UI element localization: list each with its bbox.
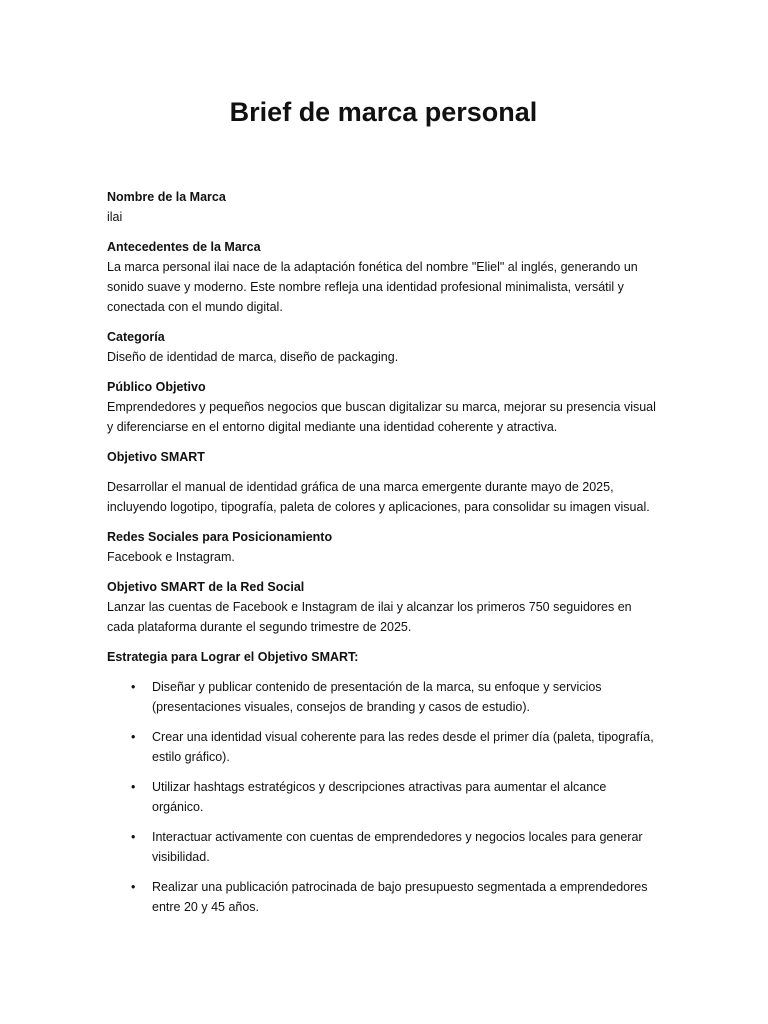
- list-item: [107, 877, 660, 917]
- list-item-text: Diseñar y publicar contenido de presentación de la marca, su enfoque y servicios (presentaciones visuales, consejos de branding y casos de estudio).: [152, 680, 602, 714]
- list-item-text: Realizar una publicación patrocinada de bajo presupuesto segmentada a emprendedores entre 20 y 45 años.: [152, 880, 648, 914]
- section-body: Facebook e Instagram.: [107, 550, 235, 564]
- section-heading: Antecedentes de la Marca: [107, 240, 261, 254]
- section-brand-name: [107, 187, 660, 227]
- section-heading: Objetivo SMART de la Red Social: [107, 580, 305, 594]
- section-heading: Nombre de la Marca: [107, 190, 226, 204]
- bullet-icon: •: [131, 880, 136, 894]
- bullet-icon: •: [131, 780, 136, 794]
- section-heading: Público Objetivo: [107, 380, 206, 394]
- strategy-list: [107, 677, 660, 917]
- bullet-icon: •: [131, 730, 136, 744]
- section-body: Lanzar las cuentas de Facebook e Instagram de ilai y alcanzar los primeros 750 seguidores en cada plataforma durante el segundo trimestre de 2025.: [107, 600, 632, 634]
- list-item-text: Utilizar hashtags estratégicos y descripciones atractivas para aumentar el alcance orgánico.: [152, 780, 607, 814]
- section-social-networks: [107, 527, 660, 567]
- list-item: [107, 677, 660, 717]
- list-item-text: Crear una identidad visual coherente para las redes desde el primer día (paleta, tipografía, estilo gráfico).: [152, 730, 654, 764]
- section-body: Diseño de identidad de marca, diseño de packaging.: [107, 350, 399, 364]
- section-brand-background: [107, 237, 660, 317]
- section-heading: Estrategia para Lograr el Objetivo SMART:: [107, 650, 359, 664]
- section-category: [107, 327, 660, 367]
- section-heading: Objetivo SMART: [107, 450, 205, 464]
- list-item: [107, 727, 660, 767]
- section-social-smart-objective: [107, 577, 660, 637]
- section-body: Desarrollar el manual de identidad gráfica de una marca emergente durante mayo de 2025, incluyendo logotipo, tipografía, paleta de colores y aplicaciones, para consolidar su imagen visual.: [107, 480, 650, 514]
- section-body: La marca personal ilai nace de la adaptación fonética del nombre "Eliel" al inglés, generando un sonido suave y moderno. Este nombre refleja una identidad profesional minimalista, versátil y conectada con el mundo digital.: [107, 260, 638, 314]
- section-smart-objective: [107, 447, 660, 517]
- bullet-icon: •: [131, 680, 136, 694]
- list-item-text: Interactuar activamente con cuentas de emprendedores y negocios locales para generar visibilidad.: [152, 830, 643, 864]
- list-item: [107, 827, 660, 867]
- section-strategy: [107, 647, 660, 917]
- document-title: Brief de marca personal: [229, 97, 538, 127]
- section-heading: Redes Sociales para Posicionamiento: [107, 530, 333, 544]
- section-heading: Categoría: [107, 330, 165, 344]
- section-target-audience: [107, 377, 660, 437]
- section-body: Emprendedores y pequeños negocios que buscan digitalizar su marca, mejorar su presencia visual y diferenciarse en el entorno digital mediante una identidad coherente y atractiva.: [107, 400, 656, 434]
- bullet-icon: •: [131, 830, 136, 844]
- section-body: ilai: [107, 210, 123, 224]
- list-item: [107, 777, 660, 817]
